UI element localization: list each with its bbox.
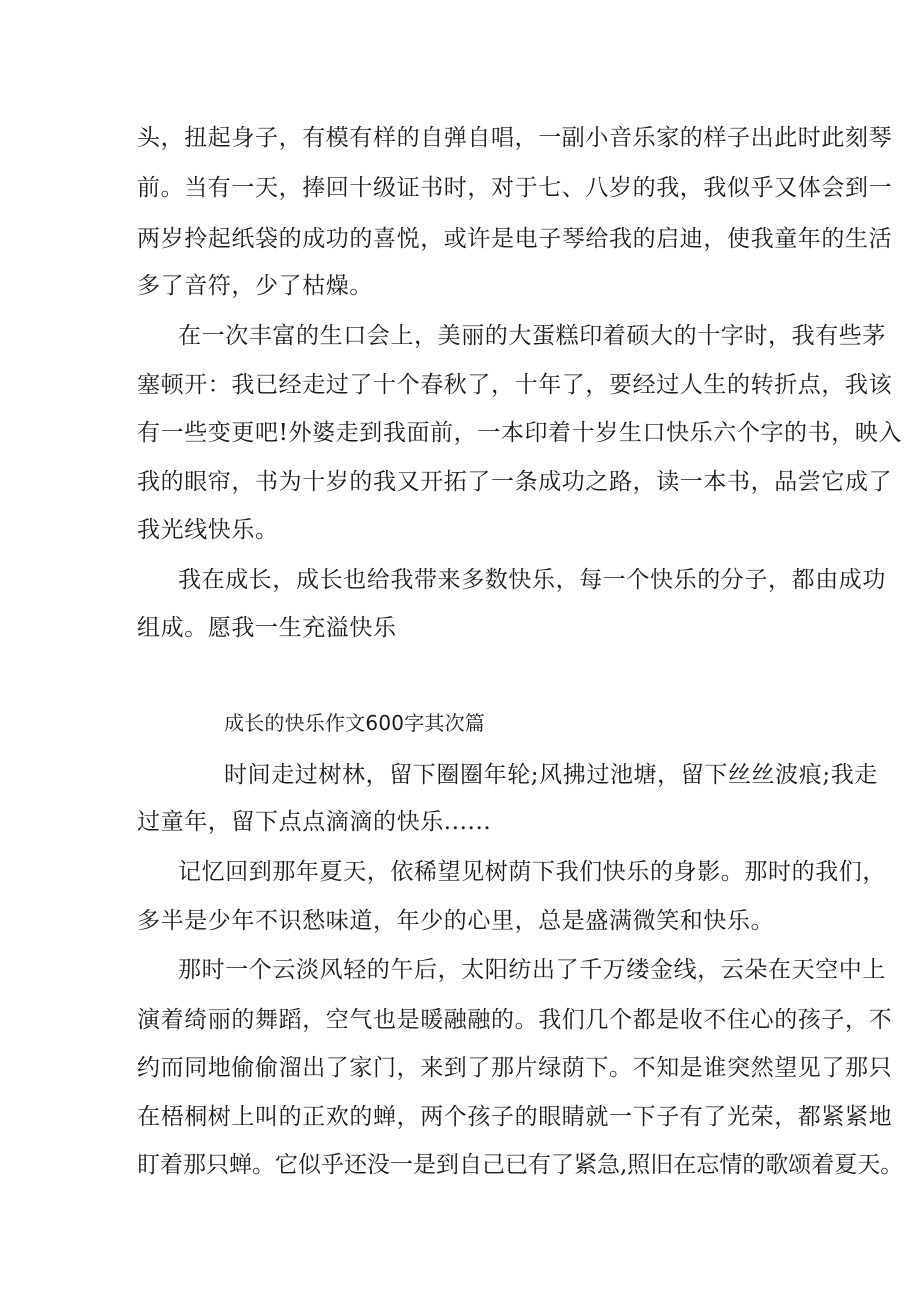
text-line-7: 有一些变更吧!外婆走到我面前，一本印着十岁生口快乐六个字的书，映入 [137,420,903,446]
text-line-10: 我在成长，成长也给我带来多数快乐，每一个快乐的分子，都由成功 [178,567,886,593]
text-line-20: 在梧桐树上叫的正欢的蝉，两个孩子的眼睛就一下子有了光荣，都紧紧地 [137,1104,893,1130]
text-line-16: 多半是少年不识愁味道，年少的心里，总是盛满微笑和快乐。 [137,908,775,934]
text-line-13: 时间走过树林，留下圈圈年轮;风拂过池塘，留下丝丝波痕;我走 [224,762,878,788]
text-line-3: 两岁拎起纸袋的成功的喜悦，或许是电子琴给我的启迪，使我童年的生活 [137,226,893,252]
text-line-4: 多了音符，少了枯燥。 [137,273,373,299]
text-line-2: 前。当有一天，捧回十级证书时，对于七、八岁的我，我似乎又体会到一 [137,175,893,201]
section-title: 成长的快乐作文600字其次篇 [224,711,485,735]
text-line-11: 组成。愿我一生充溢快乐 [137,615,397,641]
text-line-6: 塞顿开：我已经走过了十个春秋了，十年了，要经过人生的转折点，我该 [137,372,893,398]
text-line-19: 约而同地偷偷溜出了家门，来到了那片绿荫下。不知是谁突然望见了那只 [137,1055,893,1081]
text-line-9: 我光线快乐。 [137,517,279,543]
text-line-15: 记忆回到那年夏天，依稀望见树荫下我们快乐的身影。那时的我们， [178,859,886,885]
text-line-18: 演着绮丽的舞蹈，空气也是暖融融的。我们几个都是收不住心的孩子，不 [137,1007,893,1033]
text-line-21: 盯着那只蝉。它似乎还没一是到自己已有了紧急,照旧在忘情的歌颂着夏天。 [137,1152,904,1178]
text-line-5: 在一次丰富的生口会上，美丽的大蛋糕印着硕大的十字时，我有些茅 [178,323,886,349]
text-line-14: 过童年，留下点点滴滴的快乐...... [137,809,492,835]
text-line-8: 我的眼帘，书为十岁的我又开拓了一条成功之路，读一本书，品尝它成了 [137,469,893,495]
text-line-1: 头，扭起身子，有模有样的自弹自唱，一副小音乐家的样子出此时此刻琴 [137,125,893,151]
text-line-17: 那时一个云淡风轻的午后，太阳纺出了千万缕金线，云朵在天空中上 [178,957,886,983]
